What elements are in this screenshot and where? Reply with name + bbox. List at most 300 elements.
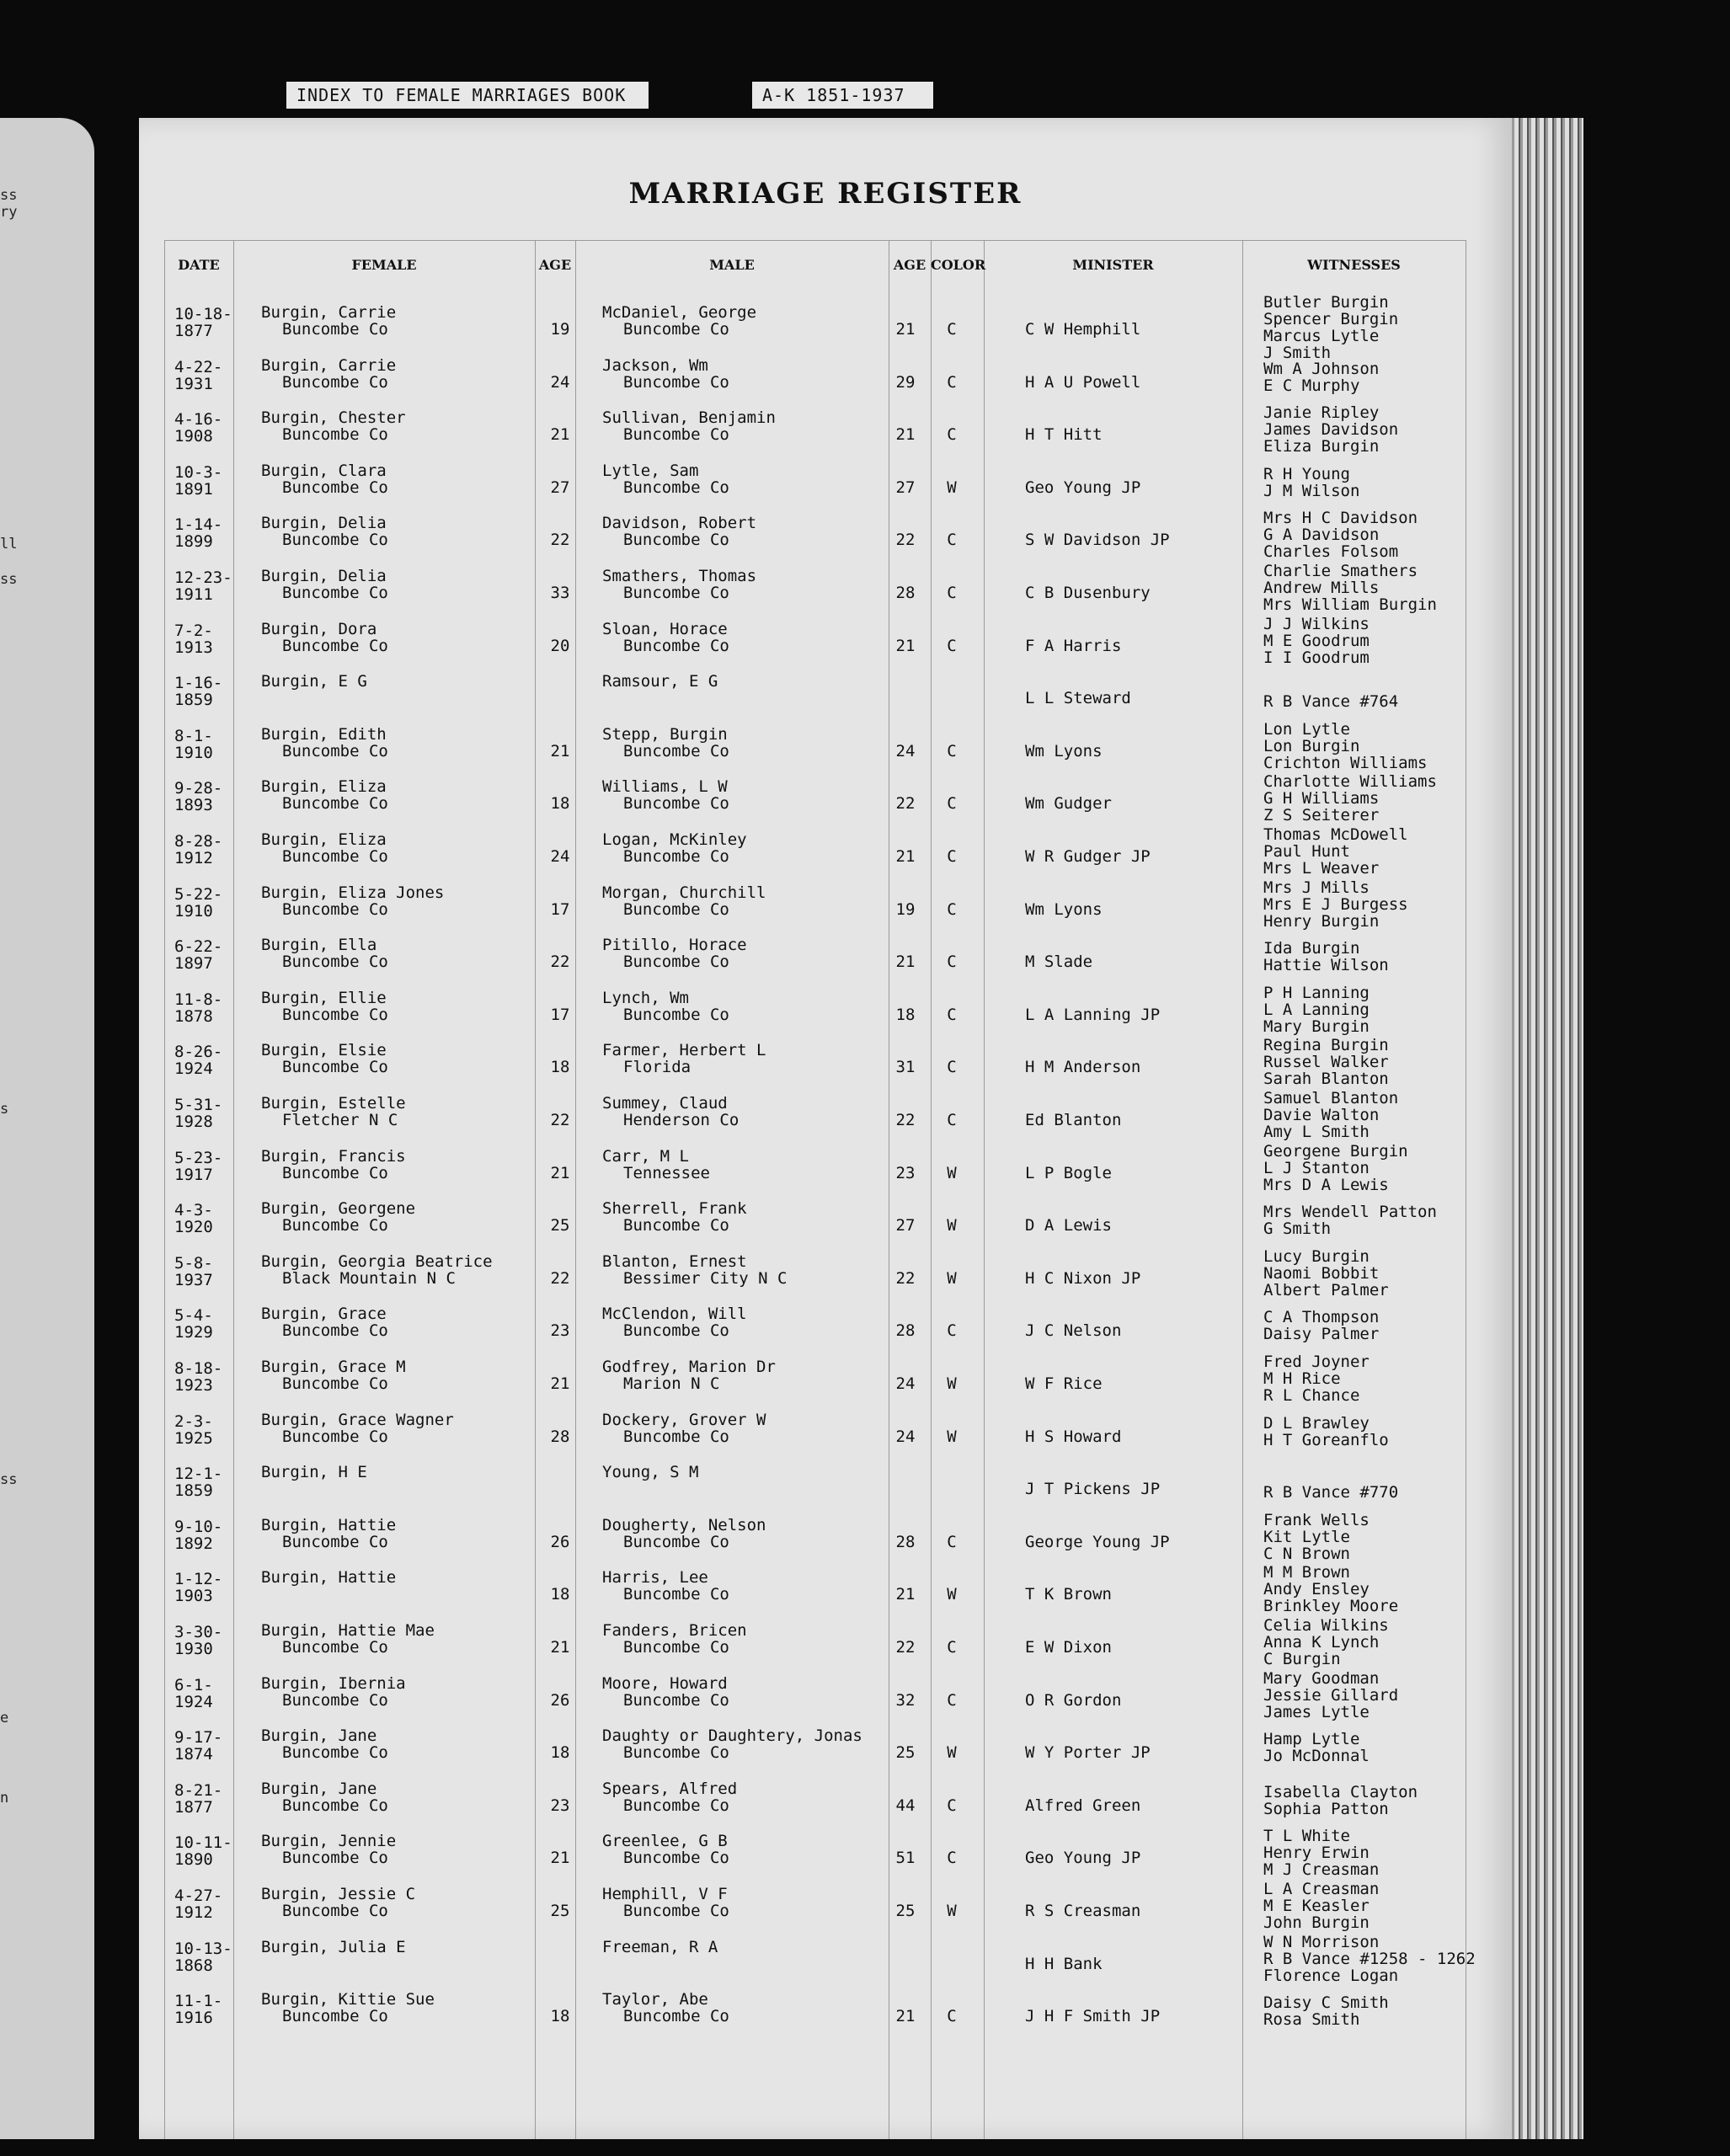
color: C: [947, 953, 957, 972]
col-header-female: FEMALE: [351, 257, 417, 273]
entry-date: 10-13-: [174, 1939, 232, 1958]
register-row: [139, 1613, 1512, 1668]
register-row: [139, 1876, 1512, 1932]
witness: Regina Burgin: [1263, 1036, 1389, 1055]
left-page-edge: [0, 118, 94, 2139]
witness: Ida Burgin: [1263, 939, 1360, 958]
male-age: 22: [895, 531, 916, 550]
entry-year: 1878: [174, 1006, 213, 1026]
witness: Albert Palmer: [1263, 1280, 1389, 1299]
female-residence: Black Mountain N C: [282, 1268, 456, 1288]
female-residence: Buncombe Co: [282, 899, 388, 919]
register-row: [139, 1349, 1512, 1405]
witness: Lon Lytle: [1263, 719, 1350, 739]
male-residence: Florida: [623, 1058, 691, 1077]
entry-date: 12-1-: [174, 1465, 223, 1484]
register-row: [139, 1982, 1512, 2034]
male-age: 27: [895, 478, 916, 497]
entry-date: 1-16-: [174, 674, 223, 693]
entry-year: 1917: [174, 1165, 213, 1184]
male-residence: Buncombe Co: [623, 425, 729, 445]
female-age: 18: [550, 2007, 570, 2026]
col-header-minister: MINISTER: [1072, 257, 1154, 273]
left-page-fragment: n: [0, 1790, 9, 1806]
witness: Mrs Wendell Patton: [1263, 1203, 1437, 1222]
female-residence: Buncombe Co: [282, 1849, 388, 1868]
witness: Georgene Burgin: [1263, 1141, 1408, 1161]
witness: Amy L Smith: [1263, 1123, 1370, 1141]
female-age: 22: [550, 1111, 570, 1129]
minister: H C Nixon JP: [1025, 1268, 1141, 1288]
male-name: Young, S M: [602, 1463, 699, 1482]
male-name: Sullivan, Benjamin: [602, 408, 776, 428]
witness: John Burgin: [1263, 1913, 1370, 1932]
color: C: [947, 1321, 957, 1341]
witness: G Smith: [1263, 1219, 1332, 1239]
entry-year: 1912: [174, 1903, 213, 1922]
male-residence: Buncombe Co: [623, 741, 729, 760]
female-residence: Buncombe Co: [282, 847, 388, 866]
register-row: [139, 1033, 1512, 1089]
register-row: [139, 822, 1512, 878]
female-age: 24: [550, 847, 570, 866]
male-age: 22: [895, 794, 916, 814]
male-name: Logan, McKinley: [602, 830, 747, 849]
entry-date: 10-18-: [174, 305, 232, 323]
male-name: Dockery, Grover W: [602, 1410, 766, 1429]
male-name: Harris, Lee: [602, 1568, 708, 1588]
minister: H H Bank: [1025, 1954, 1103, 1973]
male-residence: Buncombe Co: [623, 636, 729, 655]
male-age: 25: [895, 1902, 916, 1920]
witness: Mrs L Weaver: [1263, 859, 1380, 878]
header-rule: [164, 240, 1466, 241]
female-age: 19: [550, 320, 570, 339]
witness: Daisy Palmer: [1263, 1325, 1380, 1344]
female-residence: Buncombe Co: [282, 1321, 388, 1341]
entry-date: 4-3-: [174, 1201, 213, 1220]
witness: J J Wilkins: [1263, 614, 1370, 633]
male-residence: Buncombe Co: [623, 531, 729, 550]
male-residence: Tennessee: [623, 1163, 710, 1182]
entry-date: 8-1-: [174, 726, 213, 745]
male-name: Daughty or Daughtery, Jonas: [602, 1726, 862, 1746]
witness: Samuel Blanton: [1263, 1089, 1399, 1107]
female-name: Burgin, E G: [261, 672, 367, 691]
minister: L P Bogle: [1025, 1163, 1112, 1182]
female-age: 21: [550, 1374, 570, 1393]
entry-year: 1929: [174, 1323, 213, 1342]
witness: Mrs H C Davidson: [1263, 509, 1418, 528]
female-residence: Buncombe Co: [282, 1005, 388, 1024]
female-age: 18: [550, 1743, 570, 1763]
witness: I I Goodrum: [1263, 648, 1370, 667]
female-age: 23: [550, 1796, 570, 1815]
female-name: Burgin, Jane: [261, 1779, 377, 1798]
witness: C A Thompson: [1263, 1308, 1380, 1327]
entry-year: 1920: [174, 1218, 213, 1237]
female-name: Burgin, Georgia Beatrice: [261, 1251, 493, 1271]
female-age: 21: [550, 425, 570, 445]
entry-year: 1874: [174, 1745, 213, 1764]
male-name: Lytle, Sam: [602, 461, 699, 480]
female-age: 21: [550, 741, 570, 760]
entry-year: 1890: [174, 1850, 213, 1870]
male-name: Spears, Alfred: [602, 1779, 738, 1798]
register-row: [139, 453, 1512, 505]
witness: Russel Walker: [1263, 1053, 1389, 1072]
male-name: Godfrey, Marion Dr: [602, 1358, 776, 1376]
male-residence: Buncombe Co: [623, 1743, 729, 1763]
male-age: 44: [895, 1796, 916, 1815]
female-age: 21: [550, 1638, 570, 1657]
left-page-fragment: ry: [0, 204, 18, 221]
witness: M E Keasler: [1263, 1897, 1370, 1915]
register-row: [139, 1823, 1512, 1880]
female-name: Burgin, Eliza: [261, 830, 387, 849]
entry-date: 1-12-: [174, 1570, 223, 1589]
minister: L A Lanning JP: [1025, 1005, 1161, 1024]
female-name: Burgin, Jane: [261, 1726, 377, 1746]
male-name: Smathers, Thomas: [602, 567, 757, 585]
entry-date: 1-14-: [174, 515, 223, 535]
register-row: [139, 980, 1512, 1036]
witness: Crichton Williams: [1263, 753, 1428, 772]
entry-year: 1903: [174, 1587, 213, 1606]
female-name: Burgin, Grace M: [261, 1358, 406, 1376]
color: C: [947, 1796, 957, 1815]
entry-year: 1910: [174, 743, 213, 762]
color: C: [947, 1532, 957, 1551]
male-residence: Marion N C: [623, 1374, 720, 1393]
register-row: [139, 1718, 1512, 1770]
entry-year: 1899: [174, 532, 213, 552]
witness: Paul Hunt: [1263, 842, 1350, 861]
male-residence: Henderson Co: [623, 1111, 740, 1129]
entry-year: 1925: [174, 1428, 213, 1448]
witness: M M Brown: [1263, 1563, 1350, 1582]
witness: Eliza Burgin: [1263, 437, 1380, 456]
male-name: Sloan, Horace: [602, 619, 728, 638]
witness: R H Young: [1263, 464, 1350, 483]
female-residence: Buncombe Co: [282, 372, 388, 392]
female-age: 18: [550, 1058, 570, 1077]
color: W: [947, 1268, 957, 1288]
male-age: 28: [895, 1532, 916, 1551]
male-age: 19: [895, 899, 916, 919]
left-page-fragment: ss: [0, 187, 18, 204]
male-age: 21: [895, 953, 916, 972]
witness: L J Stanton: [1263, 1158, 1370, 1177]
entry-date: 4-16-: [174, 410, 223, 430]
female-age: 21: [550, 1849, 570, 1868]
male-age: 21: [895, 2007, 916, 2026]
register-page: [139, 118, 1512, 2139]
entry-year: 1930: [174, 1640, 213, 1658]
register-row: [139, 1086, 1512, 1141]
register-row: [139, 558, 1512, 614]
minister: Ed Blanton: [1025, 1111, 1122, 1129]
minister: W Y Porter JP: [1025, 1743, 1151, 1763]
register-row: [139, 505, 1512, 562]
entry-date: 8-28-: [174, 832, 223, 851]
female-name: Burgin, Grace Wagner: [261, 1410, 454, 1429]
male-age: 18: [895, 1005, 916, 1024]
register-row: [139, 1296, 1512, 1348]
minister: Geo Young JP: [1025, 478, 1141, 497]
entry-year: 1923: [174, 1376, 213, 1395]
witness: Mrs E J Burgess: [1263, 894, 1408, 914]
female-name: Burgin, Kittie Sue: [261, 1990, 435, 2009]
left-page-fragment: ss: [0, 571, 18, 588]
witness: E C Murphy: [1263, 376, 1360, 395]
witness: M H Rice: [1263, 1369, 1341, 1388]
minister: W F Rice: [1025, 1374, 1103, 1393]
register-row: [139, 717, 1512, 772]
male-residence: Buncombe Co: [623, 953, 729, 972]
register-row: [139, 1402, 1512, 1454]
color: C: [947, 794, 957, 814]
color: C: [947, 847, 957, 866]
female-name: Burgin, Eliza: [261, 777, 387, 797]
minister: Wm Gudger: [1025, 794, 1112, 814]
color: W: [947, 1743, 957, 1763]
entry-year: 1937: [174, 1270, 213, 1289]
color: W: [947, 1216, 957, 1235]
female-age: 18: [550, 1585, 570, 1604]
male-name: Morgan, Churchill: [602, 883, 766, 902]
entry-year: 1893: [174, 796, 213, 815]
female-residence: Buncombe Co: [282, 1638, 388, 1657]
male-age: 21: [895, 320, 916, 339]
female-residence: Buncombe Co: [282, 953, 388, 972]
witness: Frank Wells: [1263, 1510, 1370, 1529]
witness: R L Chance: [1263, 1386, 1360, 1405]
minister: S W Davidson JP: [1025, 531, 1170, 550]
witness: M E Goodrum: [1263, 631, 1370, 650]
witness: Mrs J Mills: [1263, 878, 1370, 897]
witness: Sophia Patton: [1263, 1799, 1389, 1818]
witness: Butler Burgin: [1263, 293, 1389, 312]
minister: F A Harris: [1025, 636, 1122, 655]
female-age: 22: [550, 953, 570, 972]
entry-date: 8-21-: [174, 1780, 223, 1800]
female-residence: Buncombe Co: [282, 741, 388, 760]
minister: C W Hemphill: [1025, 320, 1141, 339]
color: C: [947, 425, 957, 445]
witness: Mrs William Burgin: [1263, 595, 1437, 614]
entry-date: 5-31-: [174, 1096, 223, 1114]
witness: Rosa Smith: [1263, 2010, 1360, 2030]
male-name: McClendon, Will: [602, 1305, 747, 1324]
witness: Charlie Smathers: [1263, 562, 1418, 580]
witness: Lucy Burgin: [1263, 1246, 1370, 1266]
male-name: Williams, L W: [602, 777, 728, 797]
female-age: 24: [550, 372, 570, 392]
female-age: 21: [550, 1163, 570, 1182]
minister: E W Dixon: [1025, 1638, 1112, 1657]
male-residence: Buncombe Co: [623, 1796, 729, 1815]
male-age: 22: [895, 1268, 916, 1288]
male-residence: Buncombe Co: [623, 1585, 729, 1604]
female-residence: Buncombe Co: [282, 1427, 388, 1446]
color: W: [947, 1163, 957, 1182]
witness: James Davidson: [1263, 420, 1399, 440]
witness: M J Creasman: [1263, 1860, 1380, 1880]
witness: Sarah Blanton: [1263, 1070, 1389, 1089]
entry-year: 1891: [174, 479, 213, 499]
male-residence: Buncombe Co: [623, 478, 729, 497]
witness: R B Vance #1258 - 1262: [1263, 1949, 1476, 1968]
color: W: [947, 1902, 957, 1920]
male-name: Summey, Claud: [602, 1094, 728, 1113]
witness: Charles Folsom: [1263, 542, 1399, 562]
female-residence: Buncombe Co: [282, 1058, 388, 1077]
entry-year: 1913: [174, 638, 213, 657]
female-name: Burgin, Estelle: [261, 1094, 406, 1113]
range-label: A-K 1851-1937: [752, 82, 933, 109]
female-age: 25: [550, 1216, 570, 1235]
male-name: Hemphill, V F: [602, 1885, 728, 1903]
witness: Janie Ripley: [1263, 403, 1380, 423]
male-residence: Buncombe Co: [623, 847, 729, 866]
witness: Celia Wilkins: [1263, 1616, 1389, 1635]
entry-date: 8-26-: [174, 1043, 223, 1062]
male-name: Greenlee, G B: [602, 1832, 728, 1851]
entry-date: 11-8-: [174, 990, 223, 1009]
female-name: Burgin, Delia: [261, 514, 387, 533]
entry-year: 1912: [174, 849, 213, 867]
male-name: Taylor, Abe: [602, 1990, 708, 2009]
entry-year: 1868: [174, 1956, 213, 1975]
male-residence: Buncombe Co: [623, 1427, 729, 1446]
witness: Florence Logan: [1263, 1966, 1399, 1985]
female-age: 33: [550, 584, 570, 602]
minister: J T Pickens JP: [1025, 1480, 1161, 1499]
color: C: [947, 1111, 957, 1129]
male-name: Davidson, Robert: [602, 514, 757, 533]
witness: Jessie Gillard: [1263, 1685, 1399, 1705]
minister: T K Brown: [1025, 1585, 1112, 1604]
color: C: [947, 320, 957, 339]
female-name: Burgin, Hattie: [261, 1568, 397, 1588]
register-row: [139, 1244, 1512, 1299]
female-name: Burgin, Delia: [261, 567, 387, 585]
male-name: Carr, M L: [602, 1146, 689, 1166]
witness: Wm A Johnson: [1263, 359, 1380, 378]
male-age: 31: [895, 1058, 916, 1077]
witness: Z S Seiterer: [1263, 806, 1380, 825]
male-residence: Buncombe Co: [623, 584, 729, 602]
register-row: [139, 1771, 1512, 1823]
male-name: Moore, Howard: [602, 1673, 728, 1693]
female-age: 28: [550, 1427, 570, 1446]
witness: C Burgin: [1263, 1650, 1341, 1668]
minister: D A Lewis: [1025, 1216, 1112, 1235]
female-name: Burgin, Hattie Mae: [261, 1621, 435, 1640]
male-name: Jackson, Wm: [602, 355, 708, 375]
witness: Davie Walton: [1263, 1106, 1380, 1124]
female-residence: Buncombe Co: [282, 1163, 388, 1182]
witness: Brinkley Moore: [1263, 1597, 1399, 1616]
female-age: 22: [550, 531, 570, 550]
entry-year: 1859: [174, 1481, 213, 1501]
male-name: Stepp, Burgin: [602, 724, 728, 744]
male-age: 28: [895, 1321, 916, 1341]
witness: R B Vance #770: [1263, 1483, 1399, 1502]
female-age: 23: [550, 1321, 570, 1341]
male-residence: Buncombe Co: [623, 1690, 729, 1710]
entry-year: 1911: [174, 585, 213, 604]
female-residence: Buncombe Co: [282, 1796, 388, 1815]
color: C: [947, 1005, 957, 1024]
register-row: [139, 1560, 1512, 1616]
entry-date: 9-28-: [174, 779, 223, 798]
left-page-fragment: e: [0, 1710, 9, 1726]
female-residence: Buncombe Co: [282, 1743, 388, 1763]
register-row: [139, 1191, 1512, 1243]
male-residence: Buncombe Co: [623, 1849, 729, 1868]
female-name: Burgin, Grace: [261, 1305, 387, 1324]
male-age: 24: [895, 1427, 916, 1446]
register-row: [139, 611, 1512, 667]
female-residence: Buncombe Co: [282, 320, 388, 339]
entry-year: 1877: [174, 322, 213, 340]
register-row: [139, 400, 1512, 456]
entry-date: 10-3-: [174, 462, 223, 482]
female-residence: Buncombe Co: [282, 1532, 388, 1551]
witness: Hattie Wilson: [1263, 956, 1389, 975]
minister: H T Hitt: [1025, 425, 1103, 445]
entry-date: 10-11-: [174, 1833, 232, 1853]
witness: Spencer Burgin: [1263, 310, 1399, 328]
color: C: [947, 636, 957, 655]
entry-year: 1916: [174, 2009, 213, 2028]
witness: Kit Lytle: [1263, 1527, 1350, 1546]
entry-date: 3-30-: [174, 1623, 223, 1641]
female-name: Burgin, Edith: [261, 724, 387, 744]
female-name: Burgin, Clara: [261, 461, 387, 480]
entry-year: 1928: [174, 1113, 213, 1131]
witness: Mary Burgin: [1263, 1017, 1370, 1036]
register-row: [139, 1139, 1512, 1194]
male-residence: Buncombe Co: [623, 2007, 729, 2026]
female-residence: Buncombe Co: [282, 1374, 388, 1393]
entry-year: 1892: [174, 1534, 213, 1553]
female-residence: Buncombe Co: [282, 1690, 388, 1710]
witness: P H Lanning: [1263, 983, 1370, 1002]
color: C: [947, 1690, 957, 1710]
male-age: 25: [895, 1743, 916, 1763]
witness: James Lytle: [1263, 1702, 1370, 1721]
female-name: Burgin, Chester: [261, 408, 406, 428]
male-name: Pitillo, Horace: [602, 936, 747, 955]
minister: H M Anderson: [1025, 1058, 1141, 1077]
minister: M Slade: [1025, 953, 1093, 972]
female-name: Burgin, Julia E: [261, 1937, 406, 1956]
col-header-age: AGE: [538, 257, 572, 273]
col-header-date: DATE: [178, 257, 220, 273]
male-age: 21: [895, 1585, 916, 1604]
color: W: [947, 1374, 957, 1393]
witness: R B Vance #764: [1263, 692, 1399, 712]
entry-date: 2-3-: [174, 1412, 213, 1431]
male-name: Fanders, Bricen: [602, 1621, 747, 1640]
witness: J Smith: [1263, 344, 1332, 362]
male-residence: Buncombe Co: [623, 1902, 729, 1920]
register-row: [139, 293, 1512, 362]
minister: J H F Smith JP: [1025, 2007, 1161, 2026]
